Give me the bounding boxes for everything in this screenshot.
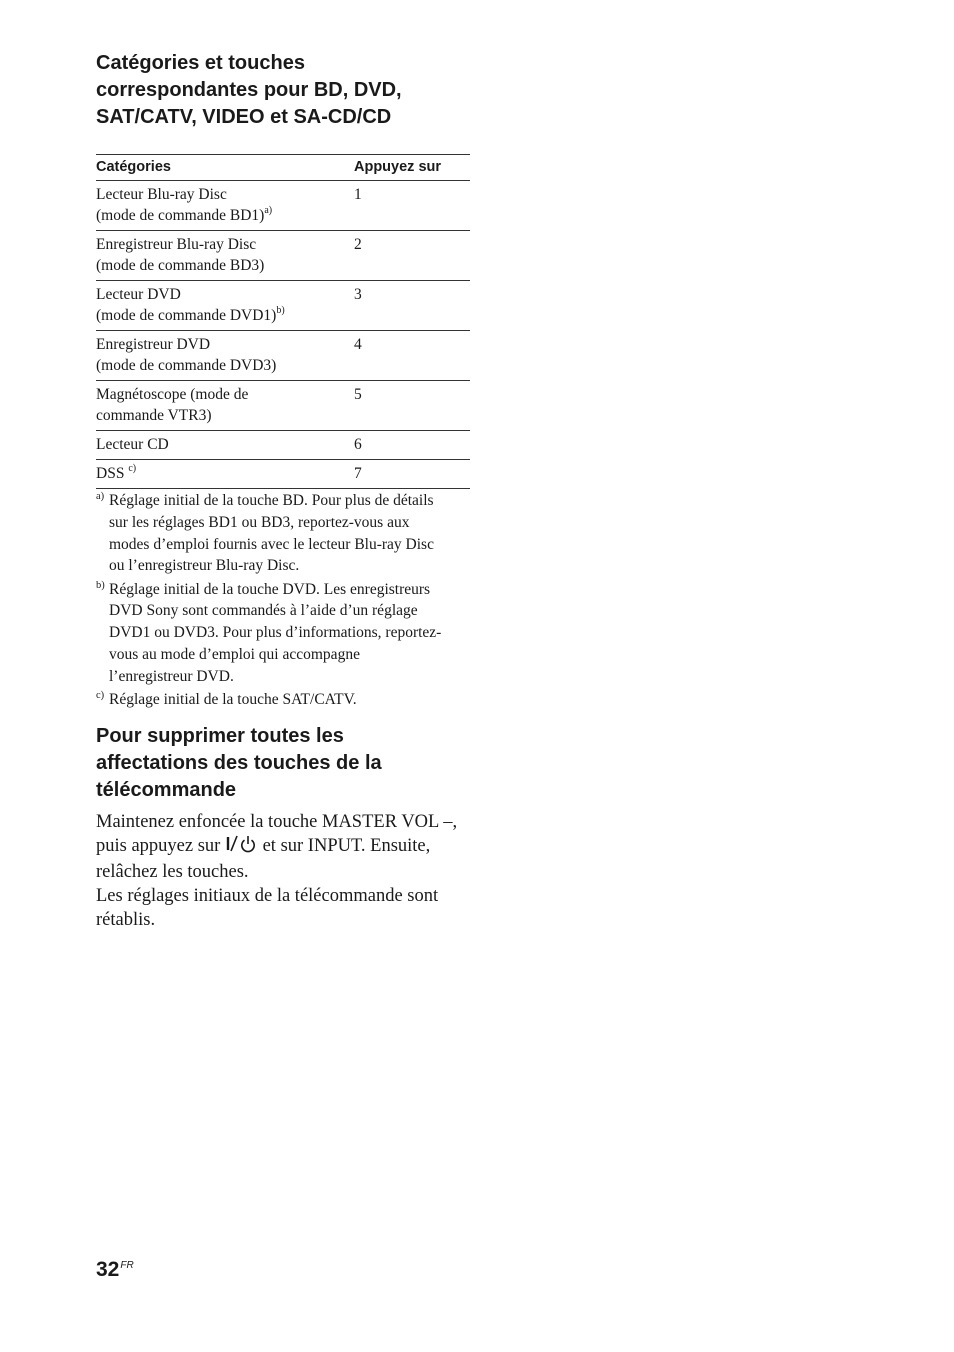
table-row — [96, 331, 470, 381]
footnote: c) Réglage initial de la touche SAT/CATV. — [96, 689, 474, 711]
footnote-marker: a) — [96, 491, 105, 502]
table-row — [96, 281, 470, 331]
key-cell: 1 — [354, 181, 470, 231]
category-cell: Magnétoscope (mode de commande VTR3) — [96, 381, 354, 431]
paragraph: Maintenez enfoncée la touche MASTER VOL –, puis appuyez sur et sur INPUT. Ensuite, relâchez les touches. — [96, 812, 458, 882]
category-cell: DSS $^{c)}$ — [96, 460, 354, 489]
table-row — [96, 460, 470, 489]
footnotes — [96, 490, 474, 712]
title-line: Catégories et touches — [96, 52, 305, 74]
key-cell: 5 — [354, 381, 470, 431]
title-line: Pour supprimer toutes les — [96, 725, 344, 747]
category-cell: Lecteur DVD (mode de commande DVD1)$^{b)}$ — [96, 281, 354, 331]
section-title-reset — [96, 723, 476, 804]
key-cell: 7 — [354, 460, 470, 489]
footnote-marker: c) — [96, 690, 105, 702]
table-row — [96, 181, 470, 231]
key-cell: 6 — [354, 431, 470, 460]
power-standby-icon — [225, 835, 258, 860]
table-row — [96, 231, 470, 281]
category-cell: Enregistreur Blu-ray Disc (mode de commande BD3) — [96, 231, 354, 281]
title-line: affectations des touches de la — [96, 752, 382, 774]
footnote-marker: b) — [96, 579, 105, 591]
col-header-categories: Catégories — [96, 155, 354, 181]
footnote: b) Réglage initial de la touche DVD. Les enregistreurs DVD Sony sont commandés à l’aide d’un réglage DVD1 ou DVD3. Pour plus d’informations, reportez- vous au mode d’emploi qui accompagne l’enregistreur DVD. — [96, 579, 474, 688]
key-cell: 2 — [354, 231, 470, 281]
footnote-ref: a) — [264, 204, 273, 216]
table-row — [96, 381, 470, 431]
categories-table — [96, 154, 470, 489]
reset-instructions — [96, 810, 476, 932]
paragraph: Les réglages initiaux de la télécommande sont rétablis. — [96, 886, 439, 930]
category-cell: Lecteur Blu-ray Disc (mode de commande BD1)$^{a)}$ — [96, 181, 354, 231]
footnote-ref: c) — [128, 462, 137, 474]
category-cell: Enregistreur DVD (mode de commande DVD3) — [96, 331, 354, 381]
footnote-ref: b) — [276, 304, 285, 316]
section-title-categories — [96, 50, 476, 131]
table-row — [96, 431, 470, 460]
title-line: correspondantes pour BD, DVD, — [96, 79, 402, 101]
table-header-row — [96, 155, 470, 181]
footnote: a) Réglage initial de la touche BD. Pour plus de détails sur les réglages BD1 ou BD3, reportez-vous aux modes d’emploi fournis avec le lecteur Blu-ray Disc ou l’enregistreur Blu-ray Disc. — [96, 490, 474, 577]
language-code: FR — [120, 1260, 134, 1271]
col-header-press: Appuyez sur — [354, 155, 470, 181]
title-line: SAT/CATV, VIDEO et SA-CD/CD — [96, 106, 392, 128]
title-line: télécommande — [96, 779, 237, 801]
page-number: $32^{FR}$ — [96, 1258, 134, 1281]
key-cell: 4 — [354, 331, 470, 381]
key-cell: 3 — [354, 281, 470, 331]
category-cell: Lecteur CD — [96, 431, 354, 460]
